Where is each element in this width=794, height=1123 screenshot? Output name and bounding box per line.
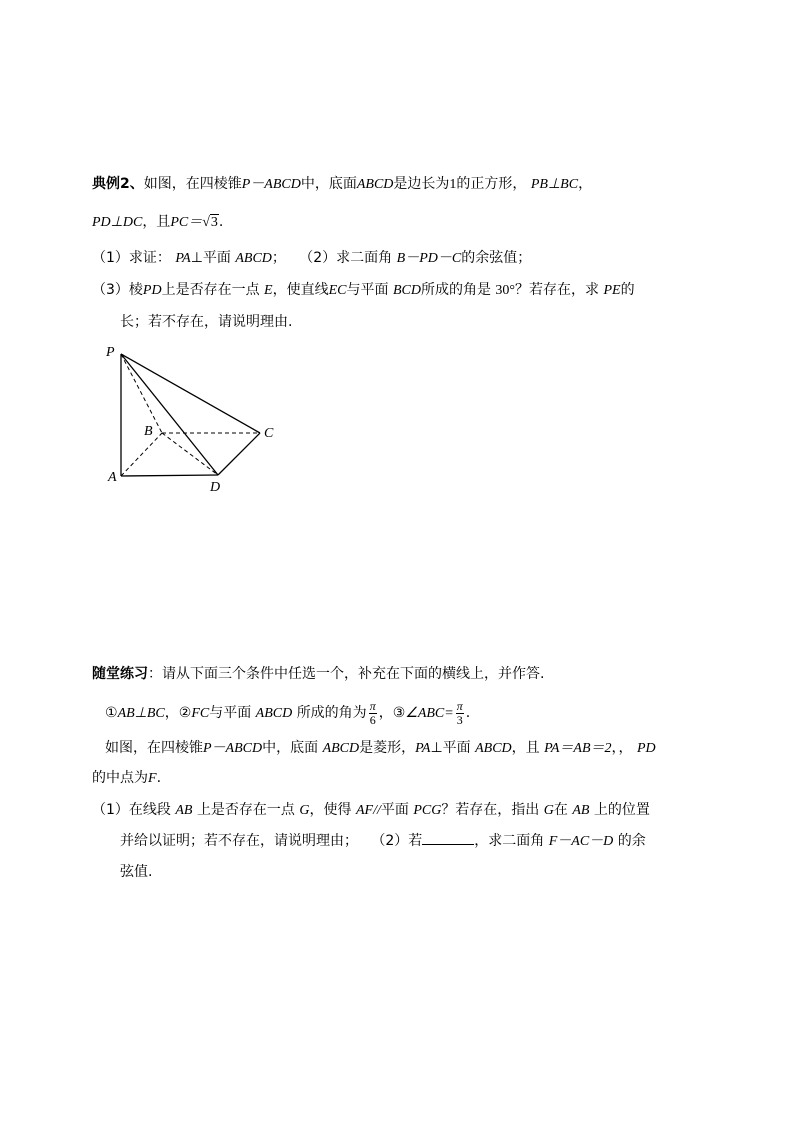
text: ， [378,705,393,721]
text: ：请从下面三个条件中任选一个，补充在下面的横线上，并作答. [148,666,545,682]
text: ，求二面角 [474,833,545,849]
text: 的余 [617,833,646,849]
cond-mark-2: ② [178,705,192,721]
text: 所成的角是 [420,282,491,298]
math-e: E [264,283,273,298]
frac-num: π [456,698,463,713]
text: ，使得 [309,802,352,818]
example-q3-line-2 [120,312,292,332]
text: 中，底面 [262,740,319,756]
text: 并给以证明；若不存在，请说明理由； [120,833,358,849]
text: ，使直线 [272,282,329,298]
math-ab-bc: AB⊥BC [117,706,165,721]
practice-conditions [105,698,470,729]
text: ，且 [142,214,171,230]
cond-mark-3: ③ [392,705,406,721]
practice-intro [92,664,544,684]
text: ？若存在，求 [515,282,600,298]
text: 的 [620,282,635,298]
text: 弦值. [120,864,153,880]
radicand: 3 [210,215,218,230]
text: 在 [553,802,568,818]
text: 与平面 [346,282,389,298]
math-dihedral: F－AC－D [548,834,614,849]
math-base: ABCD [356,177,394,192]
math-base: ABCD [322,741,360,756]
frac-den: 3 [456,712,463,727]
answer-blank [422,830,474,845]
q3-number: （3）棱 [92,282,143,298]
text: 是菱形， [359,740,416,756]
pyramid-figure [100,340,290,500]
math-pyramid: P－ABCD [203,741,263,756]
text: ⊥平面 [430,740,471,756]
math-abcd: ABCD [235,251,272,266]
text: . [218,214,224,230]
math-g: G [543,803,554,818]
text: 如图，在四棱锥 [105,740,203,756]
text: ，且 [511,740,540,756]
math-angle-abc: ∠ABC= [405,706,454,721]
edge-pd [121,354,218,475]
practice-label: 随堂练习 [92,666,148,682]
math-bcd: BCD [392,283,421,298]
vertex-label-a: A [108,470,117,485]
practice-line-2 [92,768,161,789]
math-g: G [299,803,310,818]
text: ， [164,705,179,721]
math-cond2: PD⊥DC [92,215,143,230]
math-f: F [148,771,157,786]
math-deg: 30° [495,283,516,298]
sqrt-sign: √3 [202,215,218,230]
q1-number: （1）在线段 [92,802,171,818]
text: . [465,705,471,721]
text: . [156,770,162,786]
vertex-label-c: C [264,426,274,441]
text: ？若存在，指出 [441,802,540,818]
q1-number: （1）求证： [92,250,171,266]
math-pd: PD [636,741,656,756]
math-eq: PA＝AB＝2 [544,741,612,756]
text: 的中点为 [92,770,148,786]
practice-q1-line-1 [92,800,650,821]
math-pa: PA [415,741,431,756]
example-label: 典例2 [92,176,130,192]
example-sep: 、 [129,176,144,192]
cond-mark-1: ① [105,705,118,721]
text: 中，底面 [300,176,357,192]
math-pc: PC＝ [170,215,203,230]
frac-den: 6 [369,712,376,727]
practice-q1-line-2 [120,830,646,852]
fraction-pi-6 [369,700,377,727]
text: ⊥平面 [190,250,231,266]
math-abcd: ABCD [255,706,293,721]
math-dihedral: B－PD－C [396,251,462,266]
math-cond1: PB⊥BC [530,177,579,192]
math-pd: PD [142,283,162,298]
math-side: 1 [449,177,457,192]
text: 平面 [380,802,409,818]
text: 上是否存在一点 [161,282,260,298]
q2-number: （2）若 [371,833,423,849]
text: 与平面 [209,705,252,721]
text: 是边长为 [393,176,450,192]
edge-ad [121,475,218,476]
text: 上的位置 [593,802,650,818]
text: 长；若不存在，请说明理由. [120,314,293,330]
text: 的余弦值； [461,250,532,266]
math-ab: AB [572,803,590,818]
math-ab: AB [175,803,193,818]
vertex-label-b: B [144,424,153,439]
math-ec: EC [328,283,347,298]
text: 的正方形， [456,176,527,192]
q2-number: （2）求二面角 [299,250,393,266]
vertex-label-d: D [210,480,221,495]
math-pcg: PCG [413,803,442,818]
example-q1-q2 [92,248,531,269]
text: ； [271,250,286,266]
text: 所成的角为 [296,705,367,721]
text: ， [578,176,593,192]
math-af: AF [355,803,374,818]
example-line-1 [92,174,592,195]
example-line-2 [92,212,223,233]
math-pe: PE [603,283,621,298]
frac-num: π [369,698,376,713]
edge-dc [218,433,260,475]
parallel-sign: // [373,803,381,818]
text: 如图，在四棱锥 [143,176,242,192]
math-pa: PA [175,251,191,266]
practice-line-1 [105,738,656,759]
math-plane: ABCD [475,741,512,756]
text: ，， [611,740,633,756]
hidden-edge-ab [121,433,162,476]
math-pyramid: P－ABCD [241,177,301,192]
practice-q2-line-2 [120,862,152,882]
fraction-pi-3 [456,700,464,727]
example-q3-line-1 [92,280,635,301]
vertex-label-p: P [106,345,115,360]
text: 上是否存在一点 [196,802,295,818]
math-fc: FC [191,706,210,721]
